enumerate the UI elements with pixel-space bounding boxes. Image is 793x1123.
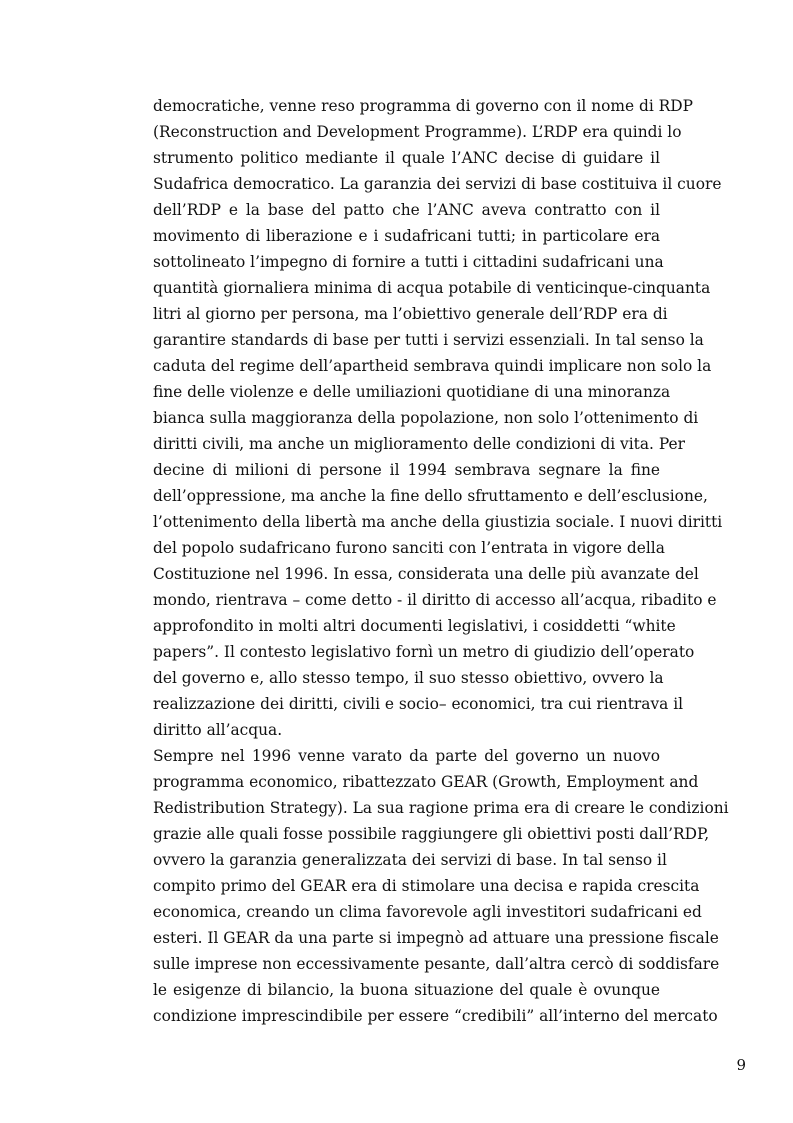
text-line: economica, creando un clima favorevole agli investitori sudafricani ed bbox=[153, 903, 702, 921]
text-line: garantire standards di base per tutti i servizi essenziali. In tal senso la bbox=[153, 331, 704, 349]
text-line: Sudafrica democratico. La garanzia dei servizi di base costituiva il cuore bbox=[153, 175, 722, 193]
text-line: condizione imprescindibile per essere “credibili” all’interno del mercato bbox=[153, 1007, 718, 1025]
text-line: esteri. Il GEAR da una parte si impegnò ad attuare una pressione fiscale bbox=[153, 929, 719, 947]
text-line: del popolo sudafricano furono sanciti con l’entrata in vigore della bbox=[153, 539, 665, 557]
text-line: mondo, rientrava – come detto - il diritto di accesso all’acqua, ribadito e bbox=[153, 591, 717, 609]
body-text bbox=[153, 93, 729, 1029]
text-line: diritto all’acqua. bbox=[153, 721, 283, 739]
text-line: caduta del regime dell’apartheid sembrava quindi implicare non solo la bbox=[153, 357, 712, 375]
text-line: realizzazione dei diritti, civili e socio– economici, tra cui rientrava il bbox=[153, 695, 684, 713]
text-line: strumento politico mediante il quale l’ANC decise di guidare il bbox=[153, 149, 660, 167]
text-line: sulle imprese non eccessivamente pesante, dall’altra cercò di soddisfare bbox=[153, 955, 720, 973]
text-line: Costituzione nel 1996. In essa, considerata una delle più avanzate del bbox=[153, 565, 699, 583]
text-line: compito primo del GEAR era di stimolare una decisa e rapida crescita bbox=[153, 877, 700, 895]
text-line: democratiche, venne reso programma di governo con il nome di RDP bbox=[153, 97, 693, 115]
text-line: diritti civili, ma anche un miglioramento delle condizioni di vita. Per bbox=[153, 435, 685, 453]
text-line: l’ottenimento della libertà ma anche della giustizia sociale. I nuovi diritti bbox=[153, 513, 723, 531]
text-line: bianca sulla maggioranza della popolazione, non solo l’ottenimento di bbox=[153, 409, 699, 427]
text-line: sottolineato l’impegno di fornire a tutti i cittadini sudafricani una bbox=[153, 253, 664, 271]
text-line: approfondito in molti altri documenti legislativi, i cosiddetti “white bbox=[153, 617, 676, 635]
text-line: grazie alle quali fosse possibile raggiungere gli obiettivi posti dall’RDP, bbox=[153, 825, 710, 843]
text-line: dell’oppressione, ma anche la fine dello sfruttamento e dell’esclusione, bbox=[153, 487, 708, 505]
text-line: le esigenze di bilancio, la buona situazione del quale è ovunque bbox=[153, 981, 660, 999]
page-number: 9 bbox=[736, 1056, 746, 1074]
text-line: (Reconstruction and Development Programme). L’RDP era quindi lo bbox=[153, 123, 682, 141]
text-line: fine delle violenze e delle umiliazioni quotidiane di una minoranza bbox=[153, 383, 671, 401]
text-line: Redistribution Strategy). La sua ragione prima era di creare le condizioni bbox=[153, 799, 729, 817]
text-line: quantità giornaliera minima di acqua potabile di venticinque-cinquanta bbox=[153, 279, 711, 297]
text-line: decine di milioni di persone il 1994 sembrava segnare la fine bbox=[153, 461, 660, 479]
text-line: litri al giorno per persona, ma l’obiettivo generale dell’RDP era di bbox=[153, 305, 668, 323]
text-line: ovvero la garanzia generalizzata dei servizi di base. In tal senso il bbox=[153, 851, 667, 869]
paragraph-2 bbox=[153, 743, 729, 1029]
text-line: movimento di liberazione e i sudafricani tutti; in particolare era bbox=[153, 227, 660, 245]
text-line: dell’RDP e la base del patto che l’ANC aveva contratto con il bbox=[153, 201, 660, 219]
paragraph-1 bbox=[153, 93, 723, 743]
text-line: papers”. Il contesto legislativo fornì un metro di giudizio dell’operato bbox=[153, 643, 695, 661]
text-line: programma economico, ribattezzato GEAR (Growth, Employment and bbox=[153, 773, 699, 791]
text-line: del governo e, allo stesso tempo, il suo stesso obiettivo, ovvero la bbox=[153, 669, 664, 687]
text-line: Sempre nel 1996 venne varato da parte del governo un nuovo bbox=[153, 747, 660, 765]
